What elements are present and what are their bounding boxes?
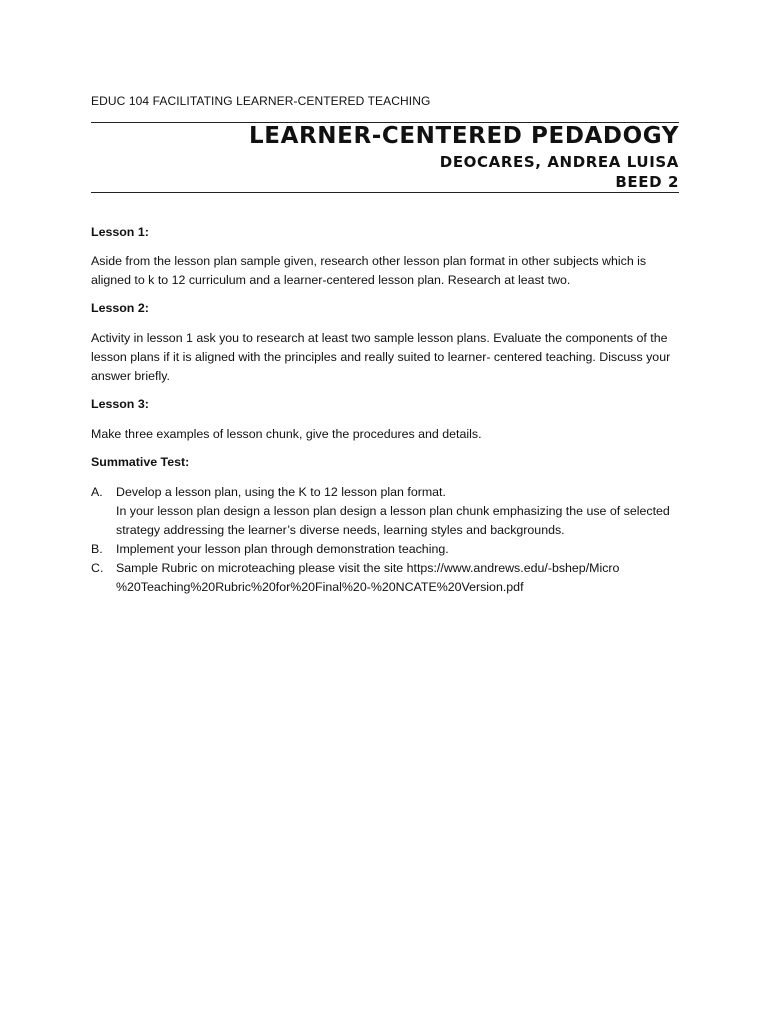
lesson-1-heading: Lesson 1:: [91, 225, 149, 239]
document-title: LEARNER-CENTERED PEDADOGY: [249, 123, 679, 149]
list-marker: B.: [91, 542, 103, 556]
lesson-2-heading: Lesson 2:: [91, 301, 149, 315]
header-rule-bottom: [91, 192, 679, 193]
summative-item-b-line1: Implement your lesson plan through demonstration teaching.: [116, 542, 449, 556]
section-label: BEED 2: [615, 173, 679, 191]
list-marker: A.: [91, 485, 103, 499]
rubric-link[interactable]: %20Teaching%20Rubric%20for%20Final%20-%20NCATE%20Version.pdf: [116, 580, 524, 594]
course-header: EDUC 104 FACILITATING LEARNER-CENTERED TEACHING: [91, 94, 431, 108]
lesson-2-text: Activity in lesson 1 ask you to research at least two sample lesson plans. Evaluate the components of the lesson plans if it is aligned with the principles and really suited to learner- centered teaching. Discuss your answer briefly.: [91, 331, 671, 383]
lesson-3-heading: Lesson 3:: [91, 397, 149, 411]
summative-item-c: [91, 559, 679, 597]
lesson-3-text: Make three examples of lesson chunk, give the procedures and details.: [91, 427, 482, 441]
summative-test-heading: Summative Test:: [91, 455, 190, 469]
summative-item-a: [91, 483, 679, 540]
summative-item-a-line2: In your lesson plan design a lesson plan design a lesson plan chunk emphasizing the use of selected strategy addressing the learner’s diverse needs, learning styles and backgrounds.: [116, 504, 670, 537]
summative-item-a-line1: Develop a lesson plan, using the K to 12 lesson plan format.: [116, 485, 446, 499]
author-name: DEOCARES, ANDREA LUISA: [439, 153, 679, 171]
lesson-1-text: Aside from the lesson plan sample given, research other lesson plan format in other subjects which is aligned to k to 12 curriculum and a learner-centered lesson plan. Research at least two.: [91, 254, 647, 287]
list-marker: C.: [91, 561, 104, 575]
summative-item-b: [91, 540, 679, 559]
summative-item-c-line1: Sample Rubric on microteaching please visit the site https://www.andrews.edu/-bshep/Micro: [116, 561, 620, 575]
